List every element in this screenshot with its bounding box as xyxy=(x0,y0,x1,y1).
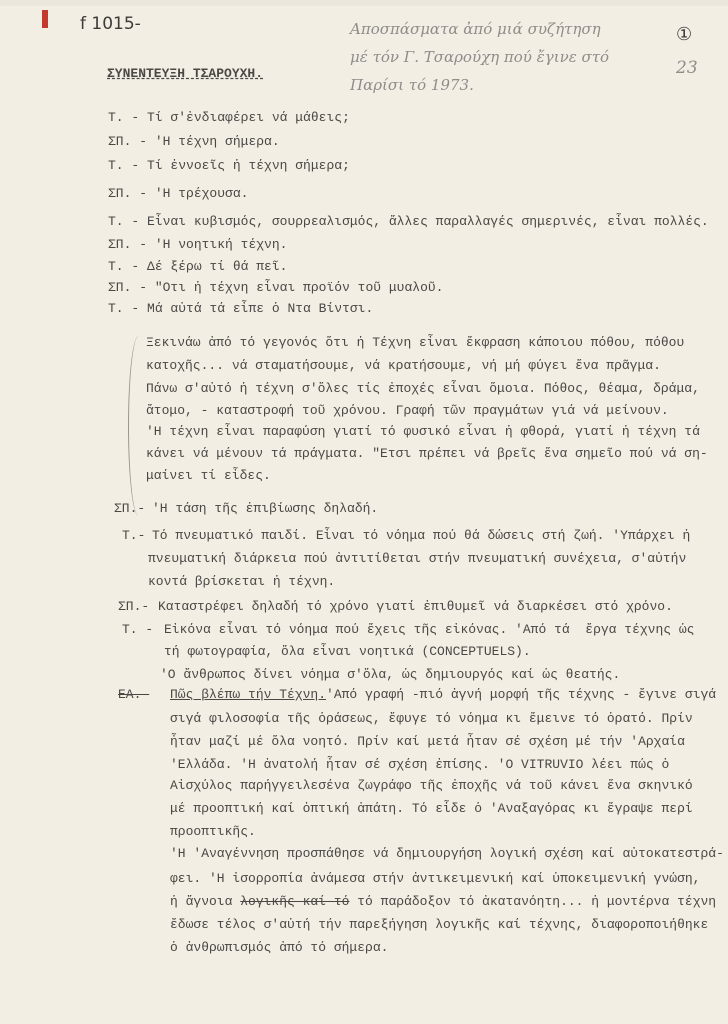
speaker: ΣΠ.- xyxy=(114,501,146,516)
dialogue-line xyxy=(108,301,373,317)
line-text: ἔδωσε τέλος σ'αὐτή τήν παρεξήγηση λογικῆς καί τέχνης, διαφοροποιήθηκε xyxy=(170,917,709,932)
quote-line: 'Η τέχνη εἶναι παραφύση γιατί τό φυσικό εἶναι ἡ φθορά, γιατί ἡ τέχνη τά xyxy=(146,424,700,439)
line-text: ἦταν μαζί μέ ὅλα νοητό. Πρίν καί μετά ἦταν σέ σχέση μέ τήν 'Αρχαία xyxy=(170,734,685,749)
handwritten-note-line: Παρίσι τό 1973. xyxy=(350,76,474,94)
red-mark xyxy=(42,10,48,28)
handwritten-note-line: Αποσπάσματα ἀπό μιά συζήτηση xyxy=(350,20,601,38)
speaker: ΣΠ.- xyxy=(118,599,150,614)
speaker: Τ. - xyxy=(108,259,140,274)
speaker: Τ. - xyxy=(108,301,140,316)
line-text: κοντά βρίσκεται ἡ τέχνη. xyxy=(148,574,336,589)
quote-line: Πάνω σ'αὐτό ἡ τέχνη σ'ὅλες τίς ἐποχές εἶναι ὅμοια. Πόθος, θέαμα, δράμα, xyxy=(146,381,700,396)
quote-line: κάνει νά μένουν τά πράγματα. "Ετσι πρέπει νά βρεῖς ἕνα σημεῖο πού νά ση- xyxy=(146,446,708,461)
dialogue-line xyxy=(108,214,709,230)
line-text: Μά αὐτά τά εἶπε ὁ Ντα Βίντσι. xyxy=(147,301,374,316)
dialogue-line xyxy=(108,280,443,296)
handwritten-note-line: μέ τόν Γ. Τσαρούχη πού ἔγινε στό xyxy=(350,48,610,66)
dialogue-line xyxy=(108,186,248,202)
dialogue-line xyxy=(108,158,350,174)
line-text: 'Η τάση τῆς ἐπιβίωσης δηλαδή. xyxy=(152,501,379,516)
line-text: 'Από γραφή -πιό ἁγνή μορφή τῆς τέχνης - ἔγινε σιγά xyxy=(326,687,717,702)
line-text: μέ προοπτική καί ὀπτική ἀπάτη. Τό εἶδε ὁ 'Αναξαγόρας κι ἔγραψε περί xyxy=(170,801,693,816)
speaker: Τ. - xyxy=(122,622,154,637)
speaker: Τ. - xyxy=(108,214,140,229)
speaker-struck: ΕΑ.- xyxy=(118,687,150,702)
line-text: Εἶναι κυβισμός, σουρρεαλισμός, ἄλλες παραλλαγές σημερινές, εἶναι πολλές. xyxy=(147,214,709,229)
line-text: 'Η 'Αναγέννηση προσπάθησε νά δημιουργήση λογική σχέση καί αὐτοκατεστρά- xyxy=(170,846,724,861)
quote-line: κατοχῆς... νά σταματήσουμε, νά κρατήσουμε, νή μή φύγει ἕνα πρᾶγμα. xyxy=(146,358,661,373)
line-text: σιγά φιλοσοφία τῆς ὁράσεως, ἔφυγε τό νόημα κι ἔμεινε τό ὁρατό. Πρίν xyxy=(170,711,693,726)
quote-line: μαίνει τί εἶδες. xyxy=(146,468,271,483)
speaker: ΣΠ. - xyxy=(108,237,148,252)
line-text: πνευματική διάρκεια πού ἀντιτίθεται στήν πνευματική συνέχεια, σ'αὐτήν xyxy=(148,551,687,566)
line-text: φει. 'Η ἰσορροπία ἀνάμεσα στήν ἀντικειμενική καί ὑποκειμενική γνώση, xyxy=(170,871,701,886)
speaker: Τ. - xyxy=(108,158,140,173)
line-text: Αἰσχύλος παρήγγειλεσένα ζωγράφο τῆς ἐποχῆς νά τοῦ κάνει ἕνα σκηνικό xyxy=(170,778,693,793)
line-text: 'Ελλάδα. 'Η ἀνατολή ἦταν σέ σχέση ἐπίσης. 'Ο VITRUVIO λέει πώς ὁ xyxy=(170,757,670,772)
archive-reference: f 1015- xyxy=(80,14,141,34)
line-text: τό παράδοξον τό ἀκατανόητη... ἡ μοντέρνα τέχνη xyxy=(349,894,717,909)
speaker: ΣΠ. - xyxy=(108,280,148,295)
line-text: Δέ ξέρω τί θά πεῖ. xyxy=(147,259,288,274)
speaker: Τ.- xyxy=(122,528,146,543)
line-text: ὁ ἀνθρωπισμός ἀπό τό σήμερα. xyxy=(170,940,389,955)
strike-line xyxy=(170,894,716,910)
page-circle-number: ① xyxy=(676,24,693,45)
quote-line: Ξεκινάω ἀπό τό γεγονός ὅτι ἡ Τέχνη εἶναι ἔκφραση κάποιου πόθου, πόθου xyxy=(146,335,685,350)
line-text: προοπτικῆς. xyxy=(170,824,256,839)
part3-first-line xyxy=(170,687,716,703)
dialogue-line xyxy=(108,110,350,126)
line-text: 'Ο ἄνθρωπος δίνει νόημα σ'ὅλα, ὡς δημιουργός καί ὡς θεατής. xyxy=(160,667,621,682)
dialogue-line xyxy=(108,237,287,253)
speaker: ΣΠ. - xyxy=(108,134,148,149)
line-text: Εἰκόνα εἶναι τό νόημα πού ἔχεις τῆς εἰκόνας. 'Από τά ἔργα τέχνης ὡς xyxy=(164,622,695,637)
document-page xyxy=(0,6,728,1024)
line-text: ἡ ἄγνοια xyxy=(170,894,241,909)
line-text: 'Η νοητική τέχνη. xyxy=(154,237,288,252)
dialogue-line xyxy=(108,259,287,275)
line-text: 'Η τρέχουσα. xyxy=(154,186,249,201)
struck-text: λογικῆς-καί-τό xyxy=(240,894,350,909)
line-text: τή φωτογραφία, ὅλα εἶναι νοητικά (CONCEPTUELS). xyxy=(164,644,531,659)
line-text: "Οτι ἡ τέχνη εἶναι προϊόν τοῦ μυαλοῦ. xyxy=(154,280,444,295)
page-number: 23 xyxy=(676,58,698,78)
line-text: Καταστρέφει δηλαδή τό χρόνο γιατί ἐπιθυμεῖ νά διαρκέσει στό χρόνο. xyxy=(158,599,673,614)
section-heading: Πῶς βλέπω τήν Τέχνη. xyxy=(170,687,327,702)
document-title: ΣΥΝΕΝΤΕΥΞΗ ΤΣΑΡΟΥΧΗ. xyxy=(107,66,264,81)
line-text: Τί σ'ἐνδιαφέρει νά μάθεις; xyxy=(147,110,350,125)
speaker: ΣΠ. - xyxy=(108,186,148,201)
quote-line: ἄτομο, - καταστροφή τοῦ χρόνου. Γραφή τῶν πραγμάτων γιά νά μείνουν. xyxy=(146,403,669,418)
line-text: Τί ἐννοεῖς ἡ τέχνη σήμερα; xyxy=(147,158,350,173)
dialogue-line xyxy=(108,134,280,150)
speaker: Τ. - xyxy=(108,110,140,125)
line-text: Τό πνευματικό παιδί. Εἶναι τό νόημα πού θά δώσεις στή ζωή. 'Υπάρχει ἡ xyxy=(152,528,691,543)
line-text: 'Η τέχνη σήμερα. xyxy=(154,134,280,149)
